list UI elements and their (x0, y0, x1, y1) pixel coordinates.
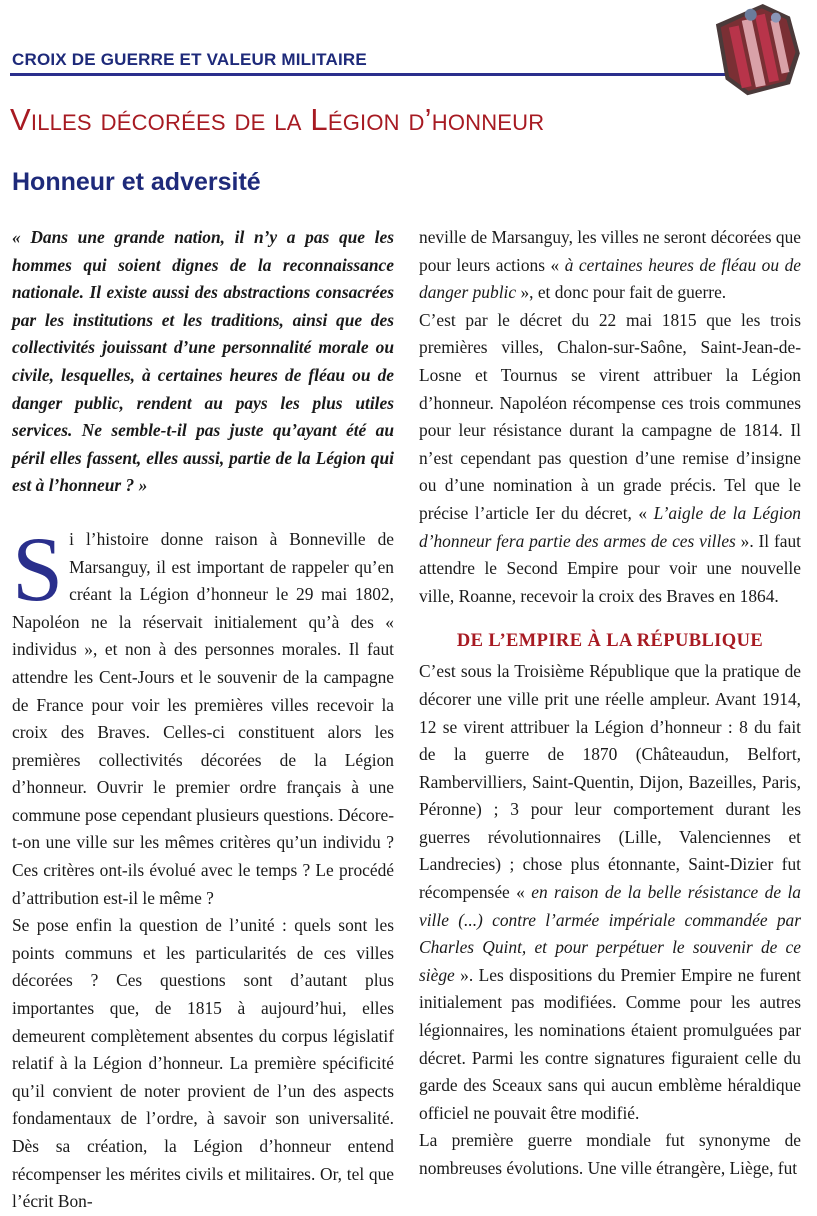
drop-cap: S (12, 517, 64, 620)
body-paragraph: La première guerre mondiale fut synonyme de nombreuses évolutions. Une ville étrangère, Liège, fut (419, 1130, 801, 1178)
left-column (12, 224, 394, 1216)
body-paragraph: Se pose enfin la question de l’unité : quels sont les points communs et les particularités de ces villes décorées ? Ces questions sont d’autant plus importantes que, de 1815 à aujourd’hui, elles demeurent complètement absentes du corpus législatif relatif à la Légion d’honneur. La première spécificité qu’il convient de noter provient de l’un des aspects fondamentaux de l’ordre, à savoir son universalité. Dès sa création, la Légion d’honneur entend récompenser les mérites civils et militaires. Or, tel que l’écrit Bon- (12, 915, 394, 1212)
right-column (419, 224, 801, 1183)
header-rule (10, 73, 740, 76)
chapter-title: Villes décorées de la Légion d’honneur (10, 102, 545, 137)
section-subhead: DE L’EMPIRE À LA RÉPUBLIQUE (456, 631, 764, 652)
section-label: CROIX DE GUERRE ET VALEUR MILITAIRE (12, 50, 367, 69)
body-paragraph: C’est sous la Troisième République que la pratique de décorer une ville prit une réelle ampleur. Avant 1914, 12 se virent attribuer la Légion d’honneur : 8 du fait de la guerre de 1870 (Châteaudun, Belfort, Rambervilliers, Saint-Quentin, Dijon, Bazeilles, Paris, Péronne) ; 3 pour leur comportement durant les guerres révolutionnaires (Lille, Valenciennes et Landrecies) ; chose plus étonnante, Saint-Dizier fut récompensée « en raison de la belle résistance de la ville (...) contre l’armée impériale commandée par Charles Quint, et pour perpétuer le souvenir de ce siège ». Les dispositions du Premier Empire ne furent initialement pas modifiées. Comme pour les autres légionnaires, les nominations étaient promulguées par décret. Parmi les contre signatures figuraient celle du garde des Sceaux sans qui aucun emblème héraldique officiel ne pouvait être modifié. (419, 661, 801, 1123)
article-subtitle: Honneur et adversité (12, 168, 261, 196)
body-paragraph: C’est par le décret du 22 mai 1815 que les trois premières villes, Chalon-sur-Saône, Saint-Jean-de-Losne et Tournus se virent attribuer la Légion d’honneur. Napoléon récompense ces trois communes pour leur résistance durant la campagne de 1814. Il n’est cependant pas question d’une remise d’insigne ou d’une nomination à un grade précis. Tel que le précise l’article Ier du décret, « L’aigle de la Légion d’honneur fera partie des armes de ces villes ». Il faut attendre le Second Empire pour voir une nouvelle ville, Roanne, recevoir la croix des Braves en 1864. (419, 309, 801, 606)
body-paragraph: neville de Marsanguy, les villes ne seront décorées que pour leurs actions « à certaines heures de fléau ou de danger public », et donc pour fait de guerre. (419, 227, 801, 303)
epigraph-quote: « Dans une grande nation, il n’y a pas que les hommes qui soient dignes de la reconnaissance nationale. Il existe aussi des abstractions consacrées par les institutions et les traditions, ainsi que des collectivités jouissant d’une personnalité morale ou civile, lesquelles, à certaines heures de fléau ou de danger public, rendent au pays les plus utiles services. Ne semble-t-il pas juste qu’ayant été au péril elles fassent, elles aussi, partie de la Légion qui est à l’honneur ? » (12, 227, 394, 496)
intro-text: i l’histoire donne raison à Bonneville de Marsanguy, il est important de rappeler qu’en créant la Légion d’honneur le 29 mai 1802, Napoléon ne la réservait initialement qu’à des « individus », et non à des personnes morales. Il faut attendre les Cent-Jours et le souvenir de la campagne de France pour voir les premières villes recevoir la croix des Braves. Celles-ci constituent alors les premières collectivités décorées de la Légion d’honneur. Ouvrir le premier ordre français à une commune pose cependant plusieurs questions. Décore-t-on une ville sur les mêmes critères qu’un individu ? Ces critères ont-ils évolué avec le temps ? Le procédé d’attribution est-il le même ? (12, 528, 394, 908)
medal-ribbon-icon (712, 2, 804, 96)
intro-paragraph (12, 517, 394, 912)
